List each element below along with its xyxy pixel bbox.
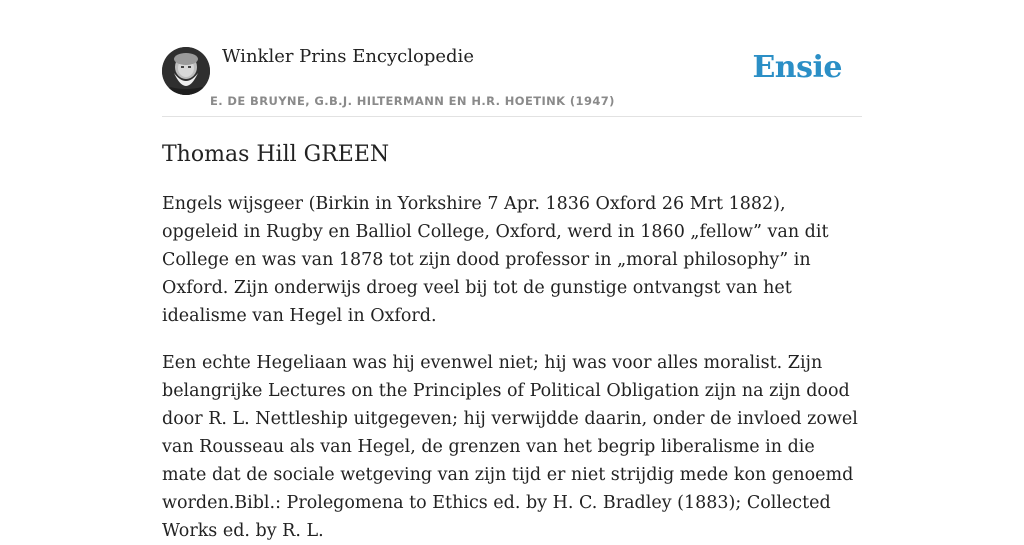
portrait-icon	[162, 47, 210, 95]
article-title: Thomas Hill GREEN	[162, 142, 390, 167]
article-paragraph: Engels wijsgeer (Birkin in Yorkshire 7 Apr. 1836 Oxford 26 Mrt 1882), opgeleid in Rugby en Balliol College, Oxford, werd in 1860 „fellow” van dit College en was van 1878 tot zijn dood professor in „moral philosophy” in Oxford. Zijn onderwijs droeg veel bij tot de gunstige ontvangst van het idealisme van Hegel in Oxford.	[162, 194, 829, 326]
source-header	[162, 40, 862, 117]
article	[162, 136, 862, 545]
author-portrait-avatar[interactable]	[162, 47, 210, 95]
source-authors: E. DE BRUYNE, G.B.J. HILTERMANN EN H.R. HOETINK (1947)	[210, 94, 615, 108]
source-title[interactable]: Winkler Prins Encyclopedie	[222, 46, 474, 67]
article-paragraph: Een echte Hegeliaan was hij evenwel niet; hij was voor alles moralist. Zijn belangrijke Lectures on the Principles of Political Obligation zijn na zijn dood door R. L. Nettleship uitgegeven; hij verwijdde daarin, onder de invloed zowel van Rousseau als van Hegel, de grenzen van het begrip liberalisme in die mate dat de sociale wetgeving van zijn tijd er niet strijdig mede kon genoemd worden.Bibl.: Prolegomena to Ethics ed. by H. C. Bradley (1883); Collected Works ed. by R. L.	[162, 353, 858, 541]
ensie-logo-link[interactable]: Ensie	[752, 50, 842, 85]
